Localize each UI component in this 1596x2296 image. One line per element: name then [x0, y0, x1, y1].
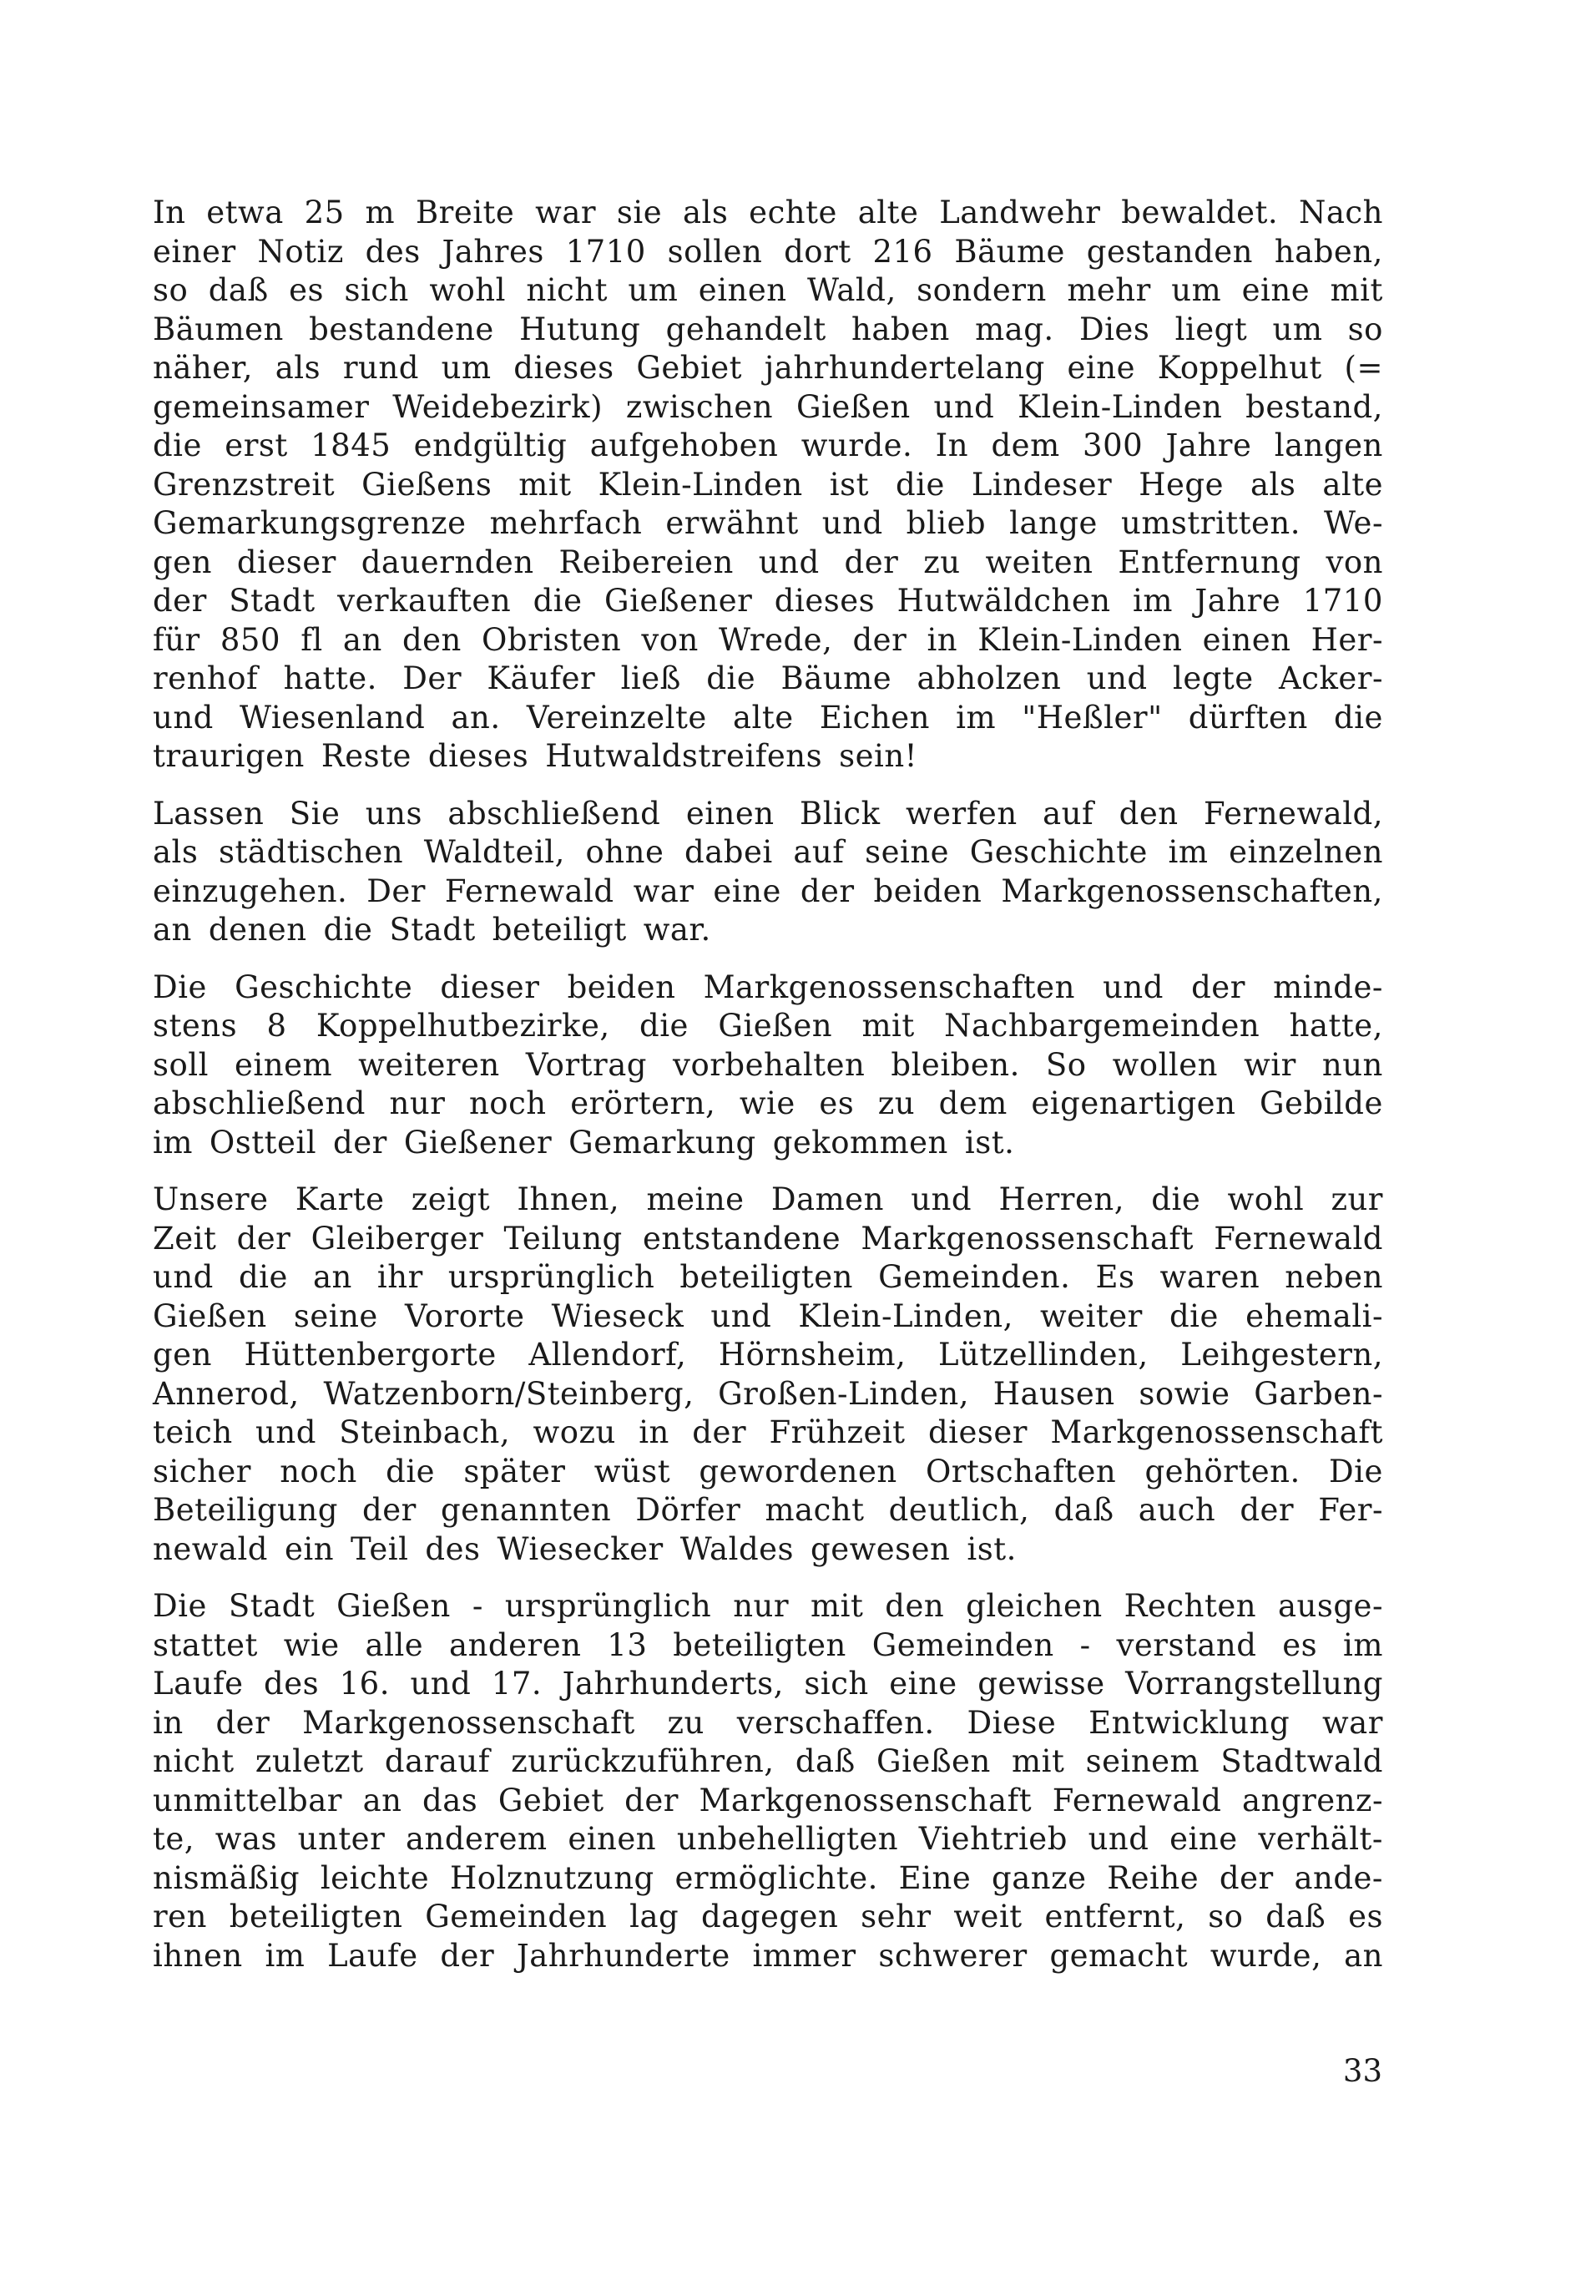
text-line: Grenzstreit Gießens mit Klein-Linden ist die Lindeser Hege als alte [153, 466, 1383, 503]
text-line: gen dieser dauernden Reibereien und der zu weiten Entfernung von [153, 544, 1383, 580]
text-line: abschließend nur noch erörtern, wie es zu dem eigenartigen Gebilde [153, 1085, 1383, 1121]
text-line: teich und Steinbach, wozu in der Frühzeit dieser Markgenossenschaft [153, 1414, 1383, 1450]
text-line: näher, als rund um dieses Gebiet jahrhundertelang eine Koppelhut (= [153, 350, 1383, 386]
text-line: ihnen im Laufe der Jahrhunderte immer schwerer gemacht wurde, an [153, 1937, 1383, 1974]
text-line: newald ein Teil des Wiesecker Waldes gewesen ist. [153, 1530, 1017, 1567]
text-line: der Stadt verkauften die Gießener dieses Hutwäldchen im Jahre 1710 [153, 583, 1383, 619]
paragraph-2 [153, 795, 1383, 950]
text-line: Gemarkungsgrenze mehrfach erwähnt und blieb lange umstritten. We- [153, 505, 1383, 541]
text-line: einzugehen. Der Fernewald war eine der beiden Markgenossenschaften, [153, 872, 1383, 909]
text-line: ren beteiligten Gemeinden lag dagegen sehr weit entfernt, so daß es [153, 1899, 1383, 1934]
text-line: Lassen Sie uns abschließend einen Blick werfen auf den Fernewald, [153, 795, 1383, 832]
text-line: soll einem weiteren Vortrag vorbehalten bleiben. So wollen wir nun [153, 1046, 1383, 1083]
text-line: als städtischen Waldteil, ohne dabei auf seine Geschichte im einzelnen [153, 834, 1383, 870]
text-line: renhof hatte. Der Käufer ließ die Bäume abholzen und legte Acker- [153, 660, 1383, 696]
text-line: nicht zuletzt darauf zurückzuführen, daß Gießen mit seinem Stadtwald [153, 1743, 1383, 1779]
text-line: Unsere Karte zeigt Ihnen, meine Damen und Herren, die wohl zur [153, 1181, 1383, 1217]
text-line: in der Markgenossenschaft zu verschaffen. Diese Entwicklung war [153, 1704, 1383, 1741]
text-line: für 850 fl an den Obristen von Wrede, der in Klein-Linden einen Her- [153, 621, 1383, 658]
text-line: Laufe des 16. und 17. Jahrhunderts, sich eine gewisse Vorrangstellung [153, 1666, 1383, 1702]
body-text [153, 194, 1383, 1994]
text-line: gemeinsamer Weidebezirk) zwischen Gießen und Klein-Linden bestand, [153, 388, 1383, 425]
text-line: nismäßig leichte Holznutzung ermöglichte. Eine ganze Reihe der ande- [153, 1859, 1383, 1896]
text-line: an denen die Stadt beteiligt war. [153, 912, 711, 948]
text-line: unmittelbar an das Gebiet der Markgenossenschaft Fernewald angrenz- [153, 1782, 1383, 1818]
text-line: Die Stadt Gießen - ursprünglich nur mit den gleichen Rechten ausge- [153, 1588, 1383, 1624]
text-line: te, was unter anderem einen unbehelligten Viehtrieb und eine verhält- [153, 1821, 1383, 1857]
text-line: stattet wie alle anderen 13 beteiligten Gemeinden - verstand es im [153, 1626, 1383, 1663]
text-line: Die Geschichte dieser beiden Markgenossenschaften und der minde- [153, 968, 1383, 1005]
text-line: Gießen seine Vororte Wieseck und Klein-Linden, weiter die ehemali- [153, 1297, 1383, 1334]
text-line: Bäumen bestandene Hutung gehandelt haben mag. Dies liegt um so [153, 311, 1383, 347]
paragraph-1 [153, 194, 1383, 776]
text-line: Beteiligung der genannten Dörfer macht deutlich, daß auch der Fer- [153, 1492, 1383, 1528]
text-line: und Wiesenland an. Vereinzelte alte Eichen im "Heßler" dürften die [153, 699, 1383, 736]
text-line: Annerod, Watzenborn/Steinberg, Großen-Linden, Hausen sowie Garben- [153, 1375, 1383, 1412]
text-line: im Ostteil der Gießener Gemarkung gekommen ist. [153, 1124, 1015, 1161]
paragraph-5 [153, 1587, 1383, 1975]
text-line: stens 8 Koppelhutbezirke, die Gießen mit Nachbargemeinden hatte, [153, 1008, 1383, 1044]
text-line: die erst 1845 endgültig aufgehoben wurde. In dem 300 Jahre langen [153, 427, 1383, 463]
text-line: Zeit der Gleiberger Teilung entstandene Markgenossenschaft Fernewald [153, 1220, 1383, 1257]
paragraph-4 [153, 1181, 1383, 1569]
text-line: so daß es sich wohl nicht um einen Wald, sondern mehr um eine mit [153, 272, 1383, 308]
text-line: einer Notiz des Jahres 1710 sollen dort 216 Bäume gestanden haben, [153, 233, 1383, 270]
text-line: und die an ihr ursprünglich beteiligten Gemeinden. Es waren neben [153, 1259, 1383, 1295]
text-line: sicher noch die später wüst gewordenen Ortschaften gehörten. Die [153, 1453, 1383, 1489]
paragraph-3 [153, 968, 1383, 1163]
text-line: traurigen Reste dieses Hutwaldstreifens sein! [153, 738, 918, 774]
text-line: gen Hüttenbergorte Allendorf, Hörnsheim, Lützellinden, Leihgestern, [153, 1337, 1383, 1373]
page-number: 33 [1342, 2053, 1382, 2089]
text-line: In etwa 25 m Breite war sie als echte alte Landwehr bewaldet. Nach [153, 195, 1383, 230]
